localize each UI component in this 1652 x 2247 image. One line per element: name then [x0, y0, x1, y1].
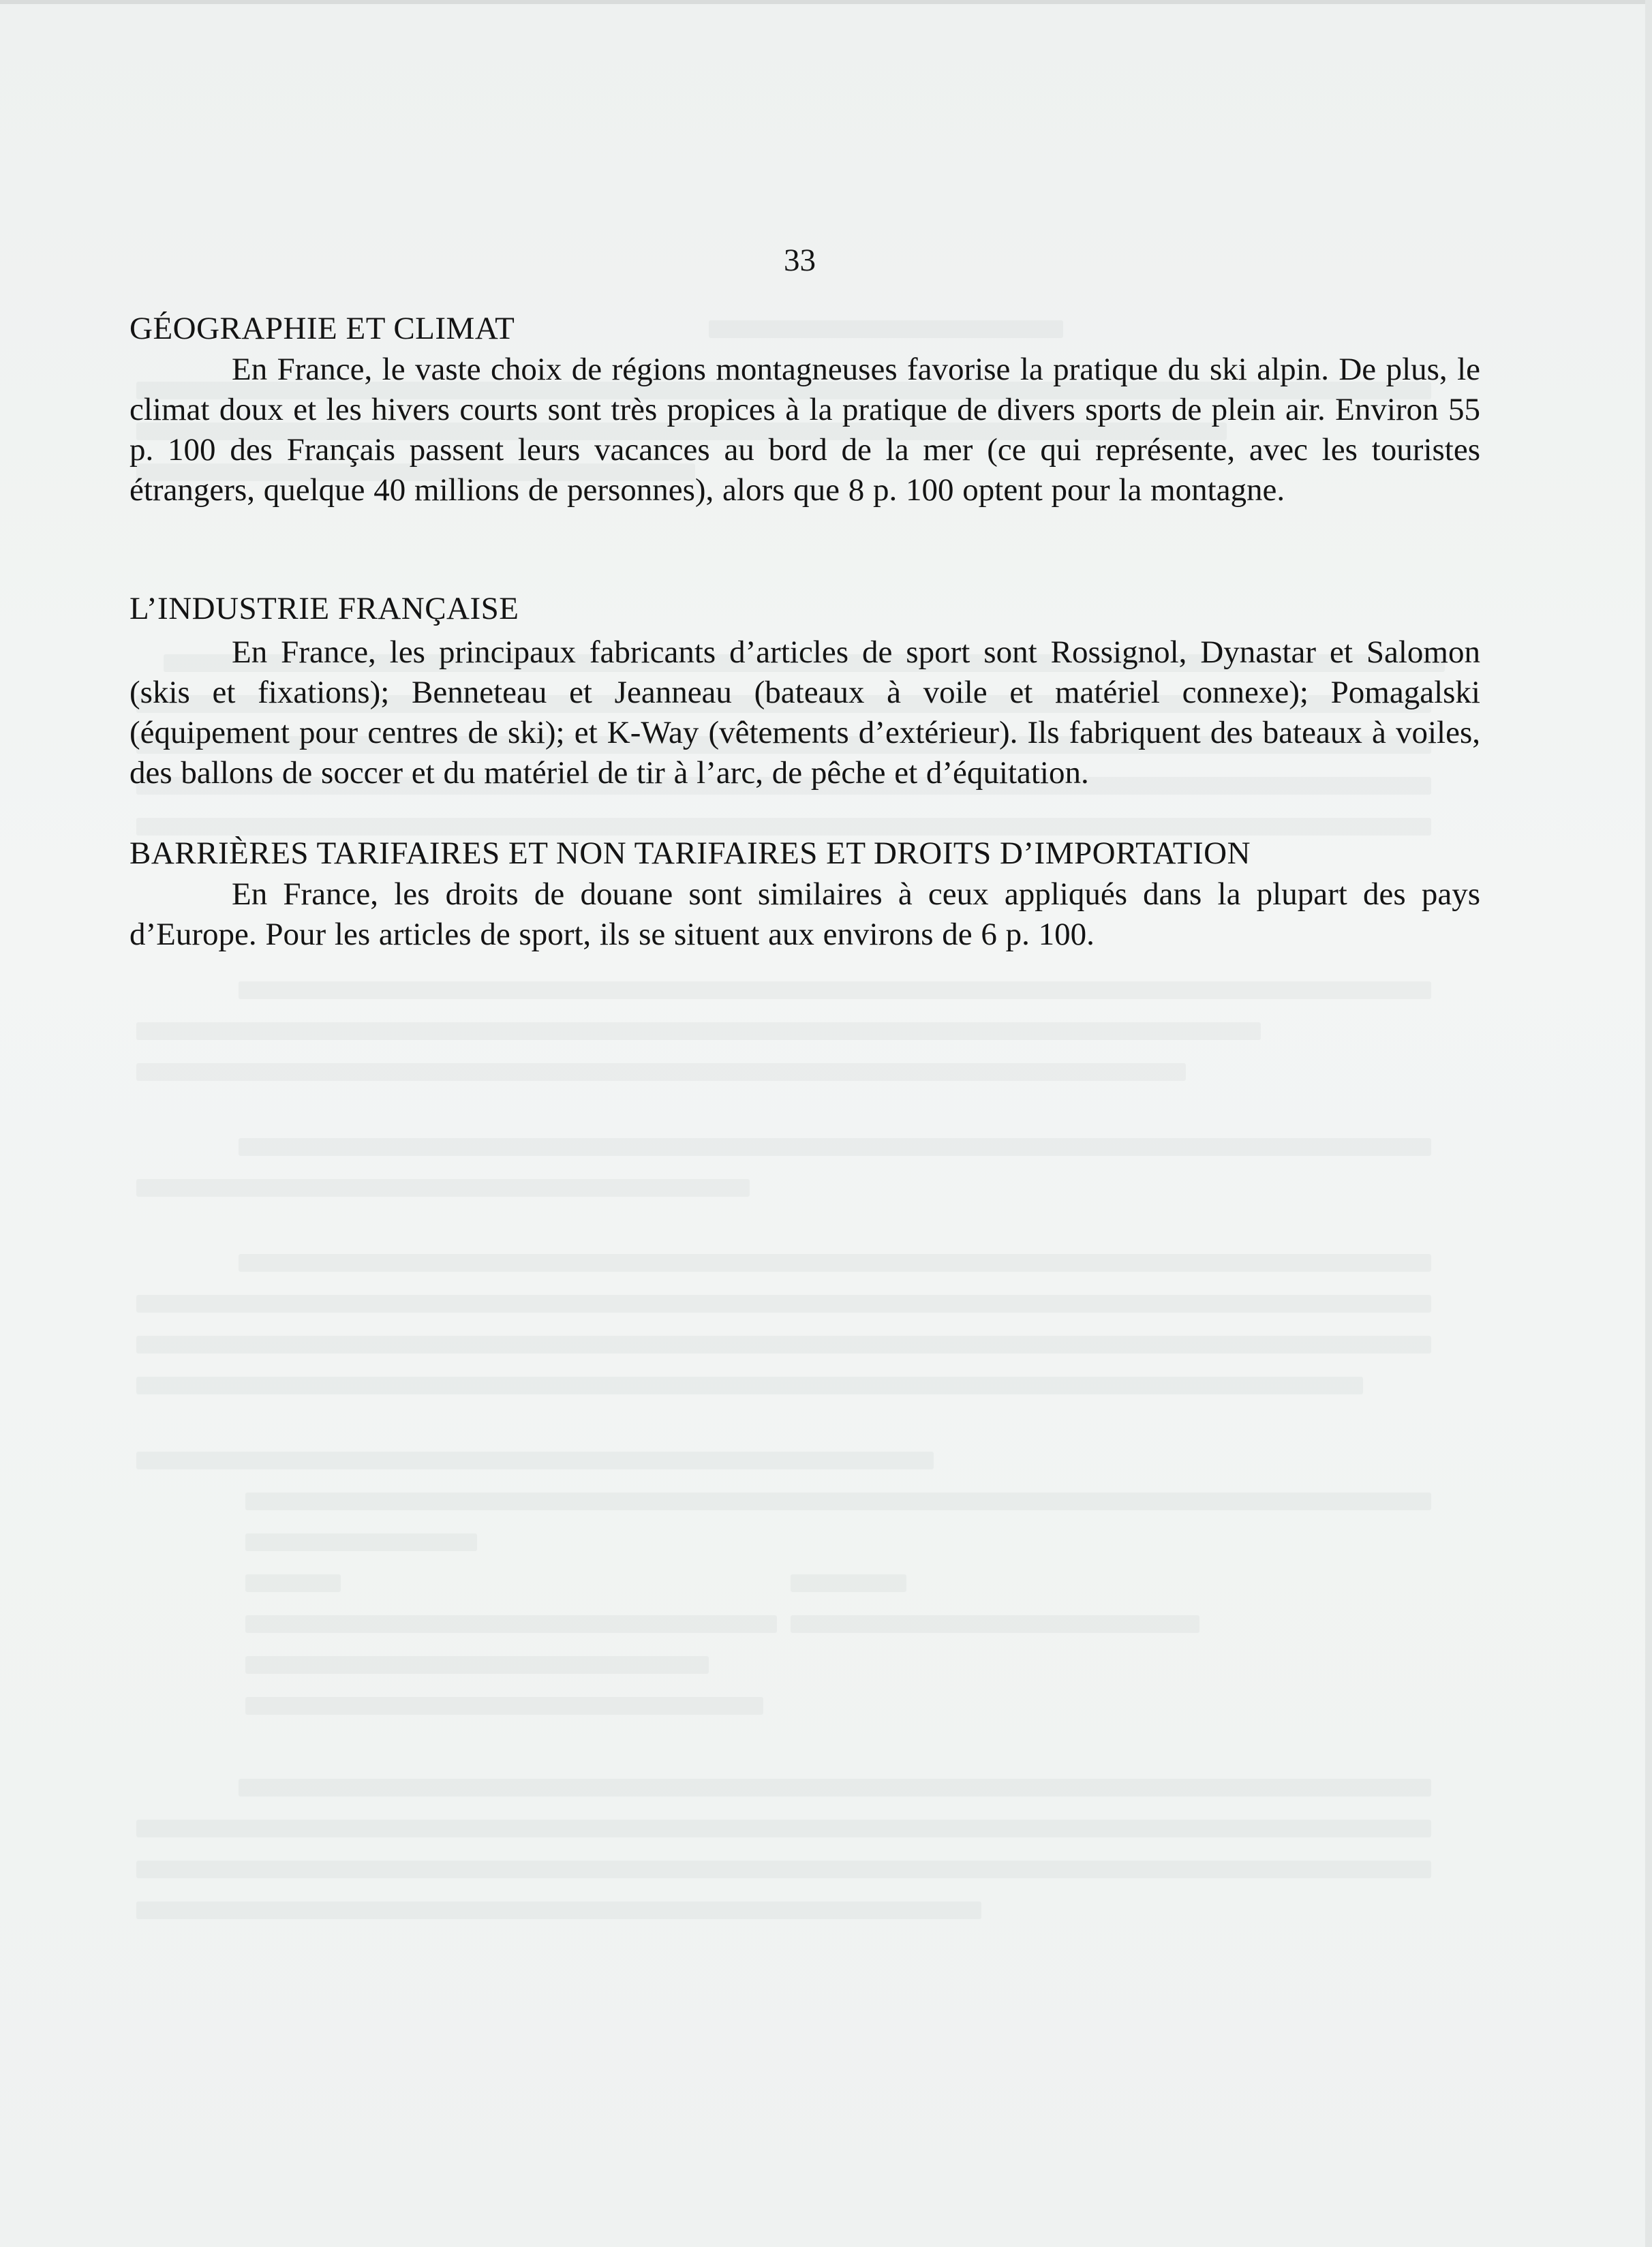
- heading-geographie-climat: GÉOGRAPHIE ET CLIMAT: [129, 311, 515, 346]
- scan-top-edge: [0, 0, 1652, 4]
- paragraph-barrieres-tarifaires: En France, les droits de douane sont similaires à ceux appliqués dans la plupart des pays d’Europe. Pour les articles de sport, ils se situent aux environs de 6 p. 100.: [129, 876, 1480, 952]
- bleed-through-texture: [136, 300, 1499, 2004]
- paragraph-industrie-francaise: En France, les principaux fabricants d’articles de sport sont Rossignol, Dynastar et Salomon (skis et fixations); Benneteau et Jeanneau (bateaux à voile et matériel connexe); Pomagalski (équipement pour centres de ski); et K-Way (vêtements d’extérieur). Ils fabriquent des bateaux à voiles, des ballons de soccer et du matériel de tir à l’arc, de pêche et d’équitation.: [129, 635, 1480, 791]
- heading-barrieres-tarifaires: BARRIÈRES TARIFAIRES ET NON TARIFAIRES ET DROITS D’IMPORTATION: [129, 836, 1251, 871]
- page-number: 33: [784, 243, 816, 278]
- scan-right-edge: [1645, 0, 1652, 2247]
- heading-industrie-francaise: L’INDUSTRIE FRANÇAISE: [129, 591, 519, 626]
- paragraph-geographie-climat: En France, le vaste choix de régions montagneuses favorise la pratique du ski alpin. De plus, le climat doux et les hivers courts sont très propices à la pratique de divers sports de plein air. Environ 55 p. 100 des Français passent leurs vacances au bord de la mer (ce qui représente, avec les touristes étrangers, quelque 40 millions de personnes), alors que 8 p. 100 optent pour la montagne.: [129, 352, 1480, 508]
